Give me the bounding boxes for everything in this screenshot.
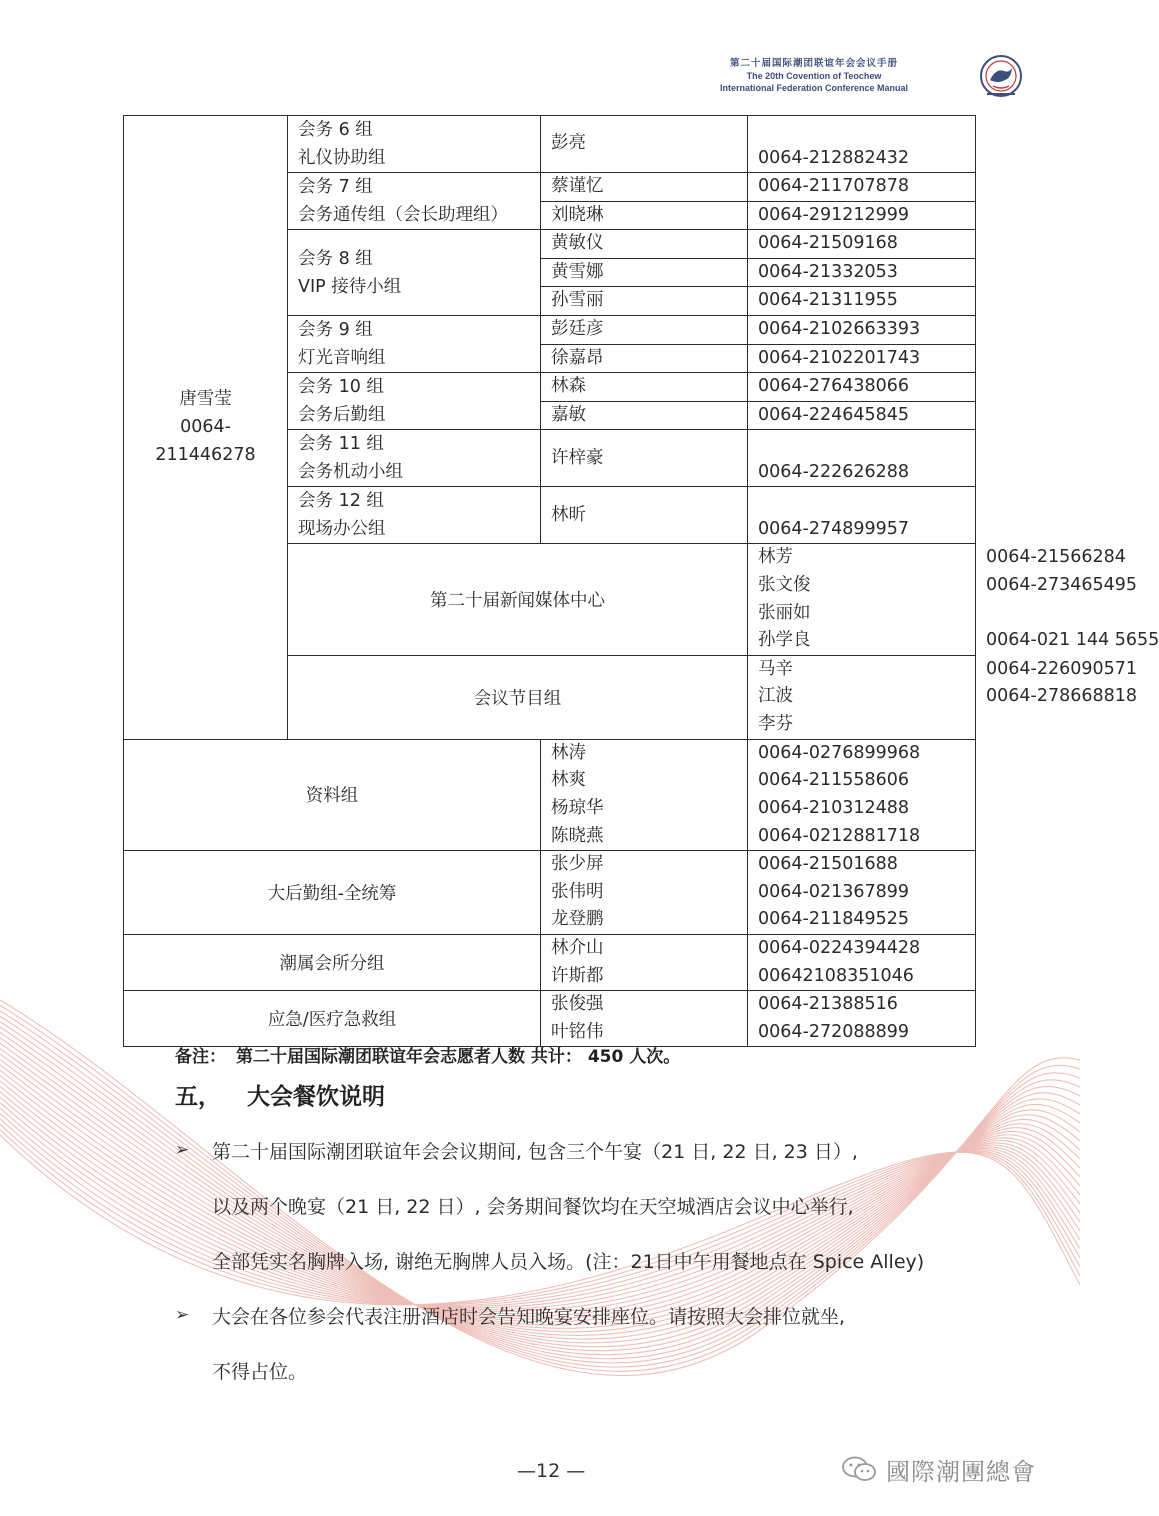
person-name: 张伟明 <box>551 881 604 902</box>
paragraph-line: 全部凭实名胸牌入场, 谢绝无胸牌人员入场。(注：21日中午用餐地点在 Spice Alley) <box>212 1251 925 1273</box>
watermark-text: 國際潮團總會 <box>886 1457 1036 1486</box>
name-cell <box>541 373 748 402</box>
section-number: 五， <box>175 1084 221 1110</box>
person-name: 徐嘉昂 <box>551 347 604 368</box>
phone-cell <box>748 315 976 344</box>
phone-cell <box>748 430 976 487</box>
paragraph-line: 第二十届国际潮团联谊年会会议期间, 包含三个午宴（21 日, 22 日, 23 日）, <box>212 1141 858 1163</box>
phones-cell <box>748 739 976 850</box>
name-cell <box>541 287 748 316</box>
person-name: 许斯都 <box>551 965 604 986</box>
names-cell <box>541 991 748 1047</box>
person-name: 蔡谨忆 <box>551 176 604 196</box>
phones-cell <box>748 935 976 991</box>
leader-name: 唐雪莹 <box>179 389 232 410</box>
name-cell <box>541 401 748 430</box>
header-title-en-1: The 20th Covention of Teochew <box>746 71 882 81</box>
person-name: 林昕 <box>551 504 586 525</box>
person-name: 林森 <box>551 376 586 397</box>
note-text: 第二十届国际潮团联谊年会志愿者人数 共计： 450 人次。 <box>236 1047 681 1067</box>
group-cell <box>288 430 541 487</box>
group-cell <box>288 116 541 173</box>
phones-cell <box>748 851 976 935</box>
phone-number: 0064-274899957 <box>758 519 910 540</box>
staff-contact-table: 唐雪莹 0064- 211446278 会务 6 组 礼仪协助组 彭亮 0064-212882432 会务 7 组 会务通传组（会长助理组） 蔡谨忆 0064-211707878 刘晓琳 0064-291212999 会务 8 组 VIP 接待小组 黄敏仪 0064-21509168 黄雪娜 0064-21332053 孙雪丽 0064-21311955 会务 9 组 灯光音响组 彭廷彦 0064-2102663393 徐嘉昂 0064-2102201743 会务 10 组 会务后勤组 林森 0064-276438066 嘉敏 0064-224645845 会务 11 组 会务机动小组 许梓豪 0064-222626288 会务 12 组 现场办公组 林昕 0064-274899957 第二十届新闻媒体中心 林芳 张文俊 张丽如 孙学良 0064-21566284 0064-273465495 0064-021 144 5655 会议节目组 马辛 江波 李芬 0064-226090571 0064-278668818 资料组 林涛 林爽 杨琼华 陈晓燕 0064-0276899968 0064-211558606 0064-210312488 0064-0212881718 大后勤组-全统筹 张少屏 张伟明 龙登鹏 0064-21501688 0064-021367899 0064-211849525 潮属会所分组 林介山 许斯都 0064-0224394428 00642108351046 应急/医疗急救组 张俊强 叶铭伟 0064-21388516 0064-272088899 <box>123 115 976 1047</box>
group-number: 会务 7 组 <box>298 177 373 198</box>
phones-cell <box>748 991 976 1047</box>
federation-logo-icon <box>978 54 1024 100</box>
group-label-cell <box>124 851 541 935</box>
person-name: 黄雪娜 <box>551 261 604 282</box>
phone-cell <box>748 287 976 316</box>
group-label-cell <box>124 935 541 991</box>
group-label: 资料组 <box>305 786 359 807</box>
phone-cell <box>748 401 976 430</box>
section-heading <box>175 1078 385 1111</box>
phone-cell <box>748 487 976 544</box>
group-title: 会务通传组（会长助理组） <box>298 205 508 226</box>
names-cell <box>541 935 748 991</box>
group-title: 会务后勤组 <box>298 405 386 426</box>
group-cell <box>288 230 541 316</box>
paragraph-line: 以及两个晚宴（21 日, 22 日）, 会务期间餐饮均在天空城酒店会议中心举行, <box>212 1196 854 1218</box>
group-label: 应急/医疗急救组 <box>267 1010 397 1031</box>
person-name: 林介山 <box>551 938 604 959</box>
group-cell <box>288 373 541 430</box>
person-name: 张俊强 <box>551 994 604 1015</box>
phone-number: 0064-0276899968 <box>758 742 921 763</box>
group-label-cell <box>124 739 541 850</box>
phone-number: 0064-291212999 <box>758 204 910 225</box>
group-label: 第二十届新闻媒体中心 <box>430 591 605 612</box>
names-cell <box>748 544 976 655</box>
name-cell <box>541 173 748 202</box>
phone-number: 0064-211558606 <box>758 770 910 791</box>
person-name: 陈晓燕 <box>551 825 604 846</box>
group-number: 会务 11 组 <box>298 434 384 455</box>
person-name: 彭亮 <box>551 133 586 154</box>
phone-number: 0064-211707878 <box>758 176 910 196</box>
names-cell <box>541 851 748 935</box>
name-cell <box>541 344 748 373</box>
phone-number: 0064-276438066 <box>758 376 910 397</box>
leader-phone-prefix: 0064- <box>180 417 231 438</box>
phone-number: 0064-2102201743 <box>758 347 921 368</box>
group-number: 会务 6 组 <box>298 120 373 140</box>
person-name: 孙学良 <box>758 630 811 651</box>
paragraph-line: 不得占位。 <box>212 1361 308 1383</box>
phone-number: 0064-21311955 <box>758 290 898 311</box>
leader-phone-number: 211446278 <box>155 445 256 466</box>
names-cell <box>748 655 976 739</box>
header-title-en-2: International Federation Conference Manual <box>719 83 909 93</box>
group-label: 大后勤组-全统筹 <box>267 884 397 905</box>
phone-number: 0064-0212881718 <box>758 825 921 846</box>
person-name: 江波 <box>758 686 793 707</box>
person-name: 杨琼华 <box>551 797 604 818</box>
group-number: 会务 12 组 <box>298 491 384 512</box>
person-name: 嘉敏 <box>551 404 586 425</box>
name-cell <box>541 315 748 344</box>
group-title: 灯光音响组 <box>298 348 386 369</box>
group-number: 会务 8 组 <box>298 248 373 269</box>
name-cell <box>541 487 748 544</box>
person-name: 许梓豪 <box>551 447 604 468</box>
group-title: 现场办公组 <box>298 519 386 540</box>
name-cell <box>541 230 748 259</box>
phone-number: 0064-222626288 <box>758 462 910 483</box>
phone-number: 0064-212882432 <box>758 148 910 168</box>
phone-number: 0064-21509168 <box>758 233 898 254</box>
group-number: 会务 9 组 <box>298 320 373 341</box>
bullet-arrow-icon: ➢ <box>175 1140 190 1160</box>
phone-number: 0064-21332053 <box>758 261 898 282</box>
phone-number: 0064-272088899 <box>758 1021 910 1042</box>
group-label-cell <box>124 991 541 1047</box>
names-cell <box>541 739 748 850</box>
person-name: 叶铭伟 <box>551 1021 604 1042</box>
phone-number: 00642108351046 <box>758 965 914 986</box>
person-name: 彭廷彦 <box>551 318 604 339</box>
phone-number: 0064-210312488 <box>758 797 910 818</box>
phone-cell <box>748 173 976 202</box>
group-cell <box>288 173 541 230</box>
phone-number: 0064-0224394428 <box>758 938 921 959</box>
group-title: 会务机动小组 <box>298 462 403 483</box>
person-name: 张丽如 <box>758 602 811 623</box>
wechat-icon <box>840 1455 880 1483</box>
paragraph-line: 大会在各位参会代表注册酒店时会告知晚宴安排座位。请按照大会排位就坐, <box>212 1306 846 1328</box>
person-name: 龙登鹏 <box>551 909 604 930</box>
person-name: 林涛 <box>551 742 586 763</box>
phone-number: 0064-224645845 <box>758 404 910 425</box>
group-cell <box>288 315 541 372</box>
phone-cell <box>748 344 976 373</box>
group-title: VIP 接待小组 <box>298 276 402 297</box>
leader-cell <box>124 116 288 740</box>
bullet-arrow-icon: ➢ <box>175 1305 190 1325</box>
phone-number: 0064-211849525 <box>758 909 910 930</box>
name-cell <box>541 201 748 230</box>
phone-cell <box>748 116 976 173</box>
group-label: 会议节目组 <box>473 688 562 709</box>
phone-cell <box>748 201 976 230</box>
header-title-cn: 第二十届国际潮团联谊年会会议手册 <box>729 58 898 69</box>
group-label: 潮属会所分组 <box>279 954 385 975</box>
volunteer-note <box>175 1042 690 1067</box>
phone-number: 0064-021367899 <box>758 881 910 902</box>
person-name: 刘晓琳 <box>551 204 604 225</box>
wechat-watermark <box>840 1452 1036 1486</box>
phone-cell <box>748 373 976 402</box>
phone-number: 0064-2102663393 <box>758 318 921 339</box>
header-titles <box>654 58 974 94</box>
person-name: 林芳 <box>758 547 793 568</box>
phone-cell <box>748 230 976 259</box>
person-name: 马辛 <box>758 658 793 679</box>
phone-number: 0064-21501688 <box>758 854 898 875</box>
person-name: 张少屏 <box>551 854 604 875</box>
person-name: 李芬 <box>758 714 793 735</box>
phone-cell <box>748 258 976 287</box>
group-cell <box>288 487 541 544</box>
group-label-cell <box>288 544 748 655</box>
page-header <box>664 54 1024 104</box>
section-title: 大会餐饮说明 <box>247 1084 385 1110</box>
person-name: 林爽 <box>551 770 586 791</box>
group-number: 会务 10 组 <box>298 377 384 398</box>
group-title: 礼仪协助组 <box>298 148 386 168</box>
name-cell <box>541 258 748 287</box>
person-name: 黄敏仪 <box>551 233 604 254</box>
person-name: 张文俊 <box>758 574 811 595</box>
phone-number: 0064-21388516 <box>758 994 898 1015</box>
name-cell <box>541 430 748 487</box>
person-name: 孙雪丽 <box>551 290 604 311</box>
name-cell <box>541 116 748 173</box>
page-number: —12 — <box>517 1460 586 1482</box>
group-label-cell <box>288 655 748 739</box>
note-label: 备注： <box>175 1047 226 1067</box>
